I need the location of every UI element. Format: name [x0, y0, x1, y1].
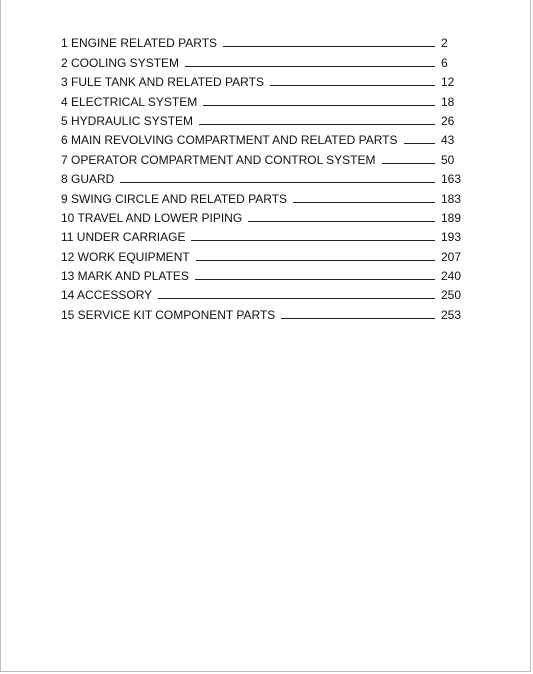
toc-entry-title: 5 HYDRAULIC SYSTEM — [61, 113, 194, 128]
toc-entry-guard[interactable] — [61, 167, 471, 186]
toc-entry-page-number: 18 — [441, 94, 455, 109]
toc-leader-line — [195, 279, 435, 280]
toc-leader-line — [223, 46, 435, 47]
toc-entry-page-number: 6 — [441, 55, 448, 70]
toc-entry-page-number: 50 — [441, 152, 455, 167]
toc-leader-line — [120, 182, 435, 183]
toc-leader-line — [185, 66, 435, 67]
toc-entry-page-number: 207 — [441, 249, 462, 264]
toc-entry-page-number: 26 — [441, 113, 455, 128]
toc-entry-title: 7 OPERATOR COMPARTMENT AND CONTROL SYSTEM — [61, 152, 376, 167]
toc-entry-title: 15 SERVICE KIT COMPONENT PARTS — [61, 307, 276, 322]
toc-entry-service-kit[interactable] — [61, 302, 471, 321]
toc-entry-work-equipment[interactable] — [61, 244, 471, 263]
toc-entry-title: 6 MAIN REVOLVING COMPARTMENT AND RELATED PARTS — [61, 133, 398, 148]
toc-entry-title: 2 COOLING SYSTEM — [61, 55, 180, 70]
toc-entry-title: 10 TRAVEL AND LOWER PIPING — [61, 210, 243, 225]
toc-entry-page-number: 193 — [441, 230, 462, 245]
toc-leader-line — [199, 124, 435, 125]
toc-entry-page-number: 43 — [441, 133, 455, 148]
toc-entry-title: 13 MARK AND PLATES — [61, 269, 189, 284]
toc-entry-page-number: 12 — [441, 75, 455, 90]
toc-entry-title: 3 FULE TANK AND RELATED PARTS — [61, 75, 264, 90]
toc-leader-line — [191, 240, 435, 241]
toc-entry-page-number: 189 — [441, 210, 462, 225]
toc-leader-line — [382, 163, 436, 164]
toc-leader-line — [404, 143, 435, 144]
toc-leader-line — [270, 85, 435, 86]
toc-leader-line — [158, 298, 435, 299]
toc-entry-travel-lower-piping[interactable] — [61, 206, 471, 225]
toc-entry-electrical-system[interactable] — [61, 89, 471, 108]
toc-entry-page-number: 2 — [441, 36, 448, 51]
toc-leader-line — [281, 318, 435, 319]
toc-leader-line — [293, 202, 435, 203]
toc-entry-title: 9 SWING CIRCLE AND RELATED PARTS — [61, 191, 288, 206]
toc-entry-main-revolving-compartment[interactable] — [61, 128, 471, 147]
toc-leader-line — [203, 105, 435, 106]
toc-entry-page-number: 250 — [441, 288, 462, 303]
toc-entry-operator-compartment[interactable] — [61, 147, 471, 166]
toc-leader-line — [196, 260, 435, 261]
toc-entry-title: 11 UNDER CARRIAGE — [61, 230, 186, 245]
table-of-contents — [61, 31, 471, 322]
toc-entry-swing-circle[interactable] — [61, 186, 471, 205]
toc-entry-under-carriage[interactable] — [61, 225, 471, 244]
toc-entry-page-number: 163 — [441, 172, 462, 187]
toc-entry-engine-related-parts[interactable] — [61, 31, 471, 50]
toc-entry-page-number: 240 — [441, 269, 462, 284]
toc-entry-cooling-system[interactable] — [61, 50, 471, 69]
toc-entry-hydraulic-system[interactable] — [61, 109, 471, 128]
toc-entry-fuel-tank[interactable] — [61, 70, 471, 89]
toc-entry-page-number: 253 — [441, 307, 462, 322]
toc-entry-accessory[interactable] — [61, 283, 471, 302]
toc-entry-title: 12 WORK EQUIPMENT — [61, 249, 190, 264]
toc-entry-mark-and-plates[interactable] — [61, 264, 471, 283]
toc-entry-title: 1 ENGINE RELATED PARTS — [61, 36, 218, 51]
toc-entry-page-number: 183 — [441, 191, 462, 206]
toc-entry-title: 8 GUARD — [61, 172, 115, 187]
toc-leader-line — [248, 221, 435, 222]
toc-entry-title: 4 ELECTRICAL SYSTEM — [61, 94, 198, 109]
toc-entry-title: 14 ACCESSORY — [61, 288, 153, 303]
